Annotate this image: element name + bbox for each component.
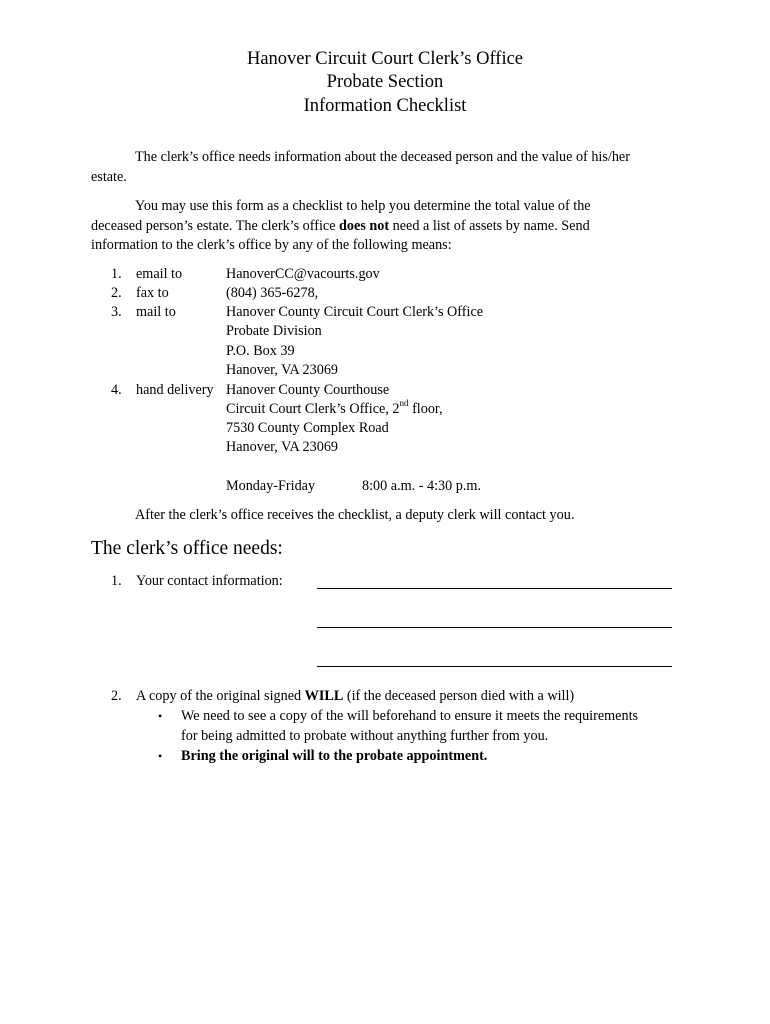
- list-label: mail to: [136, 304, 176, 320]
- list-number: 1.: [111, 266, 122, 282]
- section-heading: The clerk’s office needs:: [91, 538, 283, 559]
- will-item-post: (if the deceased person died with a will): [343, 688, 575, 704]
- office-hours: 8:00 a.m. - 4:30 p.m.: [362, 478, 482, 494]
- contact-info-line-2[interactable]: [317, 627, 672, 628]
- contact-info-line-1[interactable]: [317, 588, 672, 589]
- contact-info-line-3[interactable]: [317, 666, 672, 667]
- list-label: email to: [136, 266, 183, 282]
- intro-paragraph-1: [91, 148, 681, 187]
- bullet-icon: •: [158, 749, 163, 763]
- emphasis-does-not: does not: [339, 217, 390, 234]
- page-subtitle-2: Information Checklist: [303, 96, 467, 116]
- delivery-address-line: [226, 400, 443, 420]
- intro-p2-text: need a list of assets by name. Send: [389, 217, 590, 234]
- after-note: After the clerk’s office receives the checklist, a deputy clerk will contact you.: [135, 507, 575, 523]
- delivery-address-line: Hanover County Courthouse: [226, 382, 390, 398]
- intro-paragraph-2: [91, 197, 681, 256]
- intro-p2-line2: [91, 217, 681, 237]
- intro-p2-text: deceased person’s estate. The clerk’s office: [91, 217, 340, 234]
- ordinal-suffix: nd: [399, 398, 409, 409]
- intro-p2-line3: information to the clerk’s office by any of the following means:: [91, 237, 452, 253]
- bullet-text-bold: Bring the original will to the probate appointment.: [181, 748, 488, 764]
- will-item-pre: A copy of the original signed: [136, 688, 305, 704]
- delivery-address-line: Hanover, VA 23069: [226, 439, 339, 455]
- bullet-text-cont: for being admitted to probate without anything further from you.: [181, 728, 549, 744]
- list-label: hand delivery: [136, 382, 214, 398]
- mail-address-line: Probate Division: [226, 323, 322, 339]
- email-address: HanoverCC@vacourts.gov: [226, 266, 380, 282]
- delivery-address-line: 7530 County Complex Road: [226, 420, 389, 436]
- delivery-floor-text: floor,: [408, 401, 443, 417]
- will-item-text: [136, 687, 574, 707]
- intro-p1-cont: estate.: [91, 168, 127, 185]
- list-number: 4.: [111, 382, 122, 398]
- item-number: 2.: [111, 688, 122, 704]
- page-title: Hanover Circuit Court Clerk’s Office: [246, 49, 524, 69]
- list-number: 3.: [111, 304, 122, 320]
- page-subtitle: Probate Section: [326, 72, 444, 92]
- list-number: 2.: [111, 285, 122, 301]
- mail-address-line: Hanover, VA 23069: [226, 362, 339, 378]
- list-label: fax to: [136, 285, 169, 301]
- fax-number: (804) 365-6278,: [226, 285, 319, 301]
- will-emphasis: WILL: [304, 688, 344, 704]
- item-number: 1.: [111, 573, 122, 589]
- office-days: Monday-Friday: [226, 478, 316, 494]
- delivery-floor-text: Circuit Court Clerk’s Office, 2: [226, 401, 400, 417]
- bullet-text: We need to see a copy of the will beforehand to ensure it meets the requirements: [181, 708, 639, 724]
- intro-p2-line1: You may use this form as a checklist to help you determine the total value of the: [135, 198, 591, 214]
- bullet-icon: •: [158, 709, 163, 723]
- mail-address-line: P.O. Box 39: [226, 343, 295, 359]
- intro-p1-line: The clerk’s office needs information about the deceased person and the value of his/her: [135, 149, 630, 165]
- contact-info-label: Your contact information:: [136, 573, 283, 589]
- mail-address-line: Hanover County Circuit Court Clerk’s Office: [226, 304, 484, 320]
